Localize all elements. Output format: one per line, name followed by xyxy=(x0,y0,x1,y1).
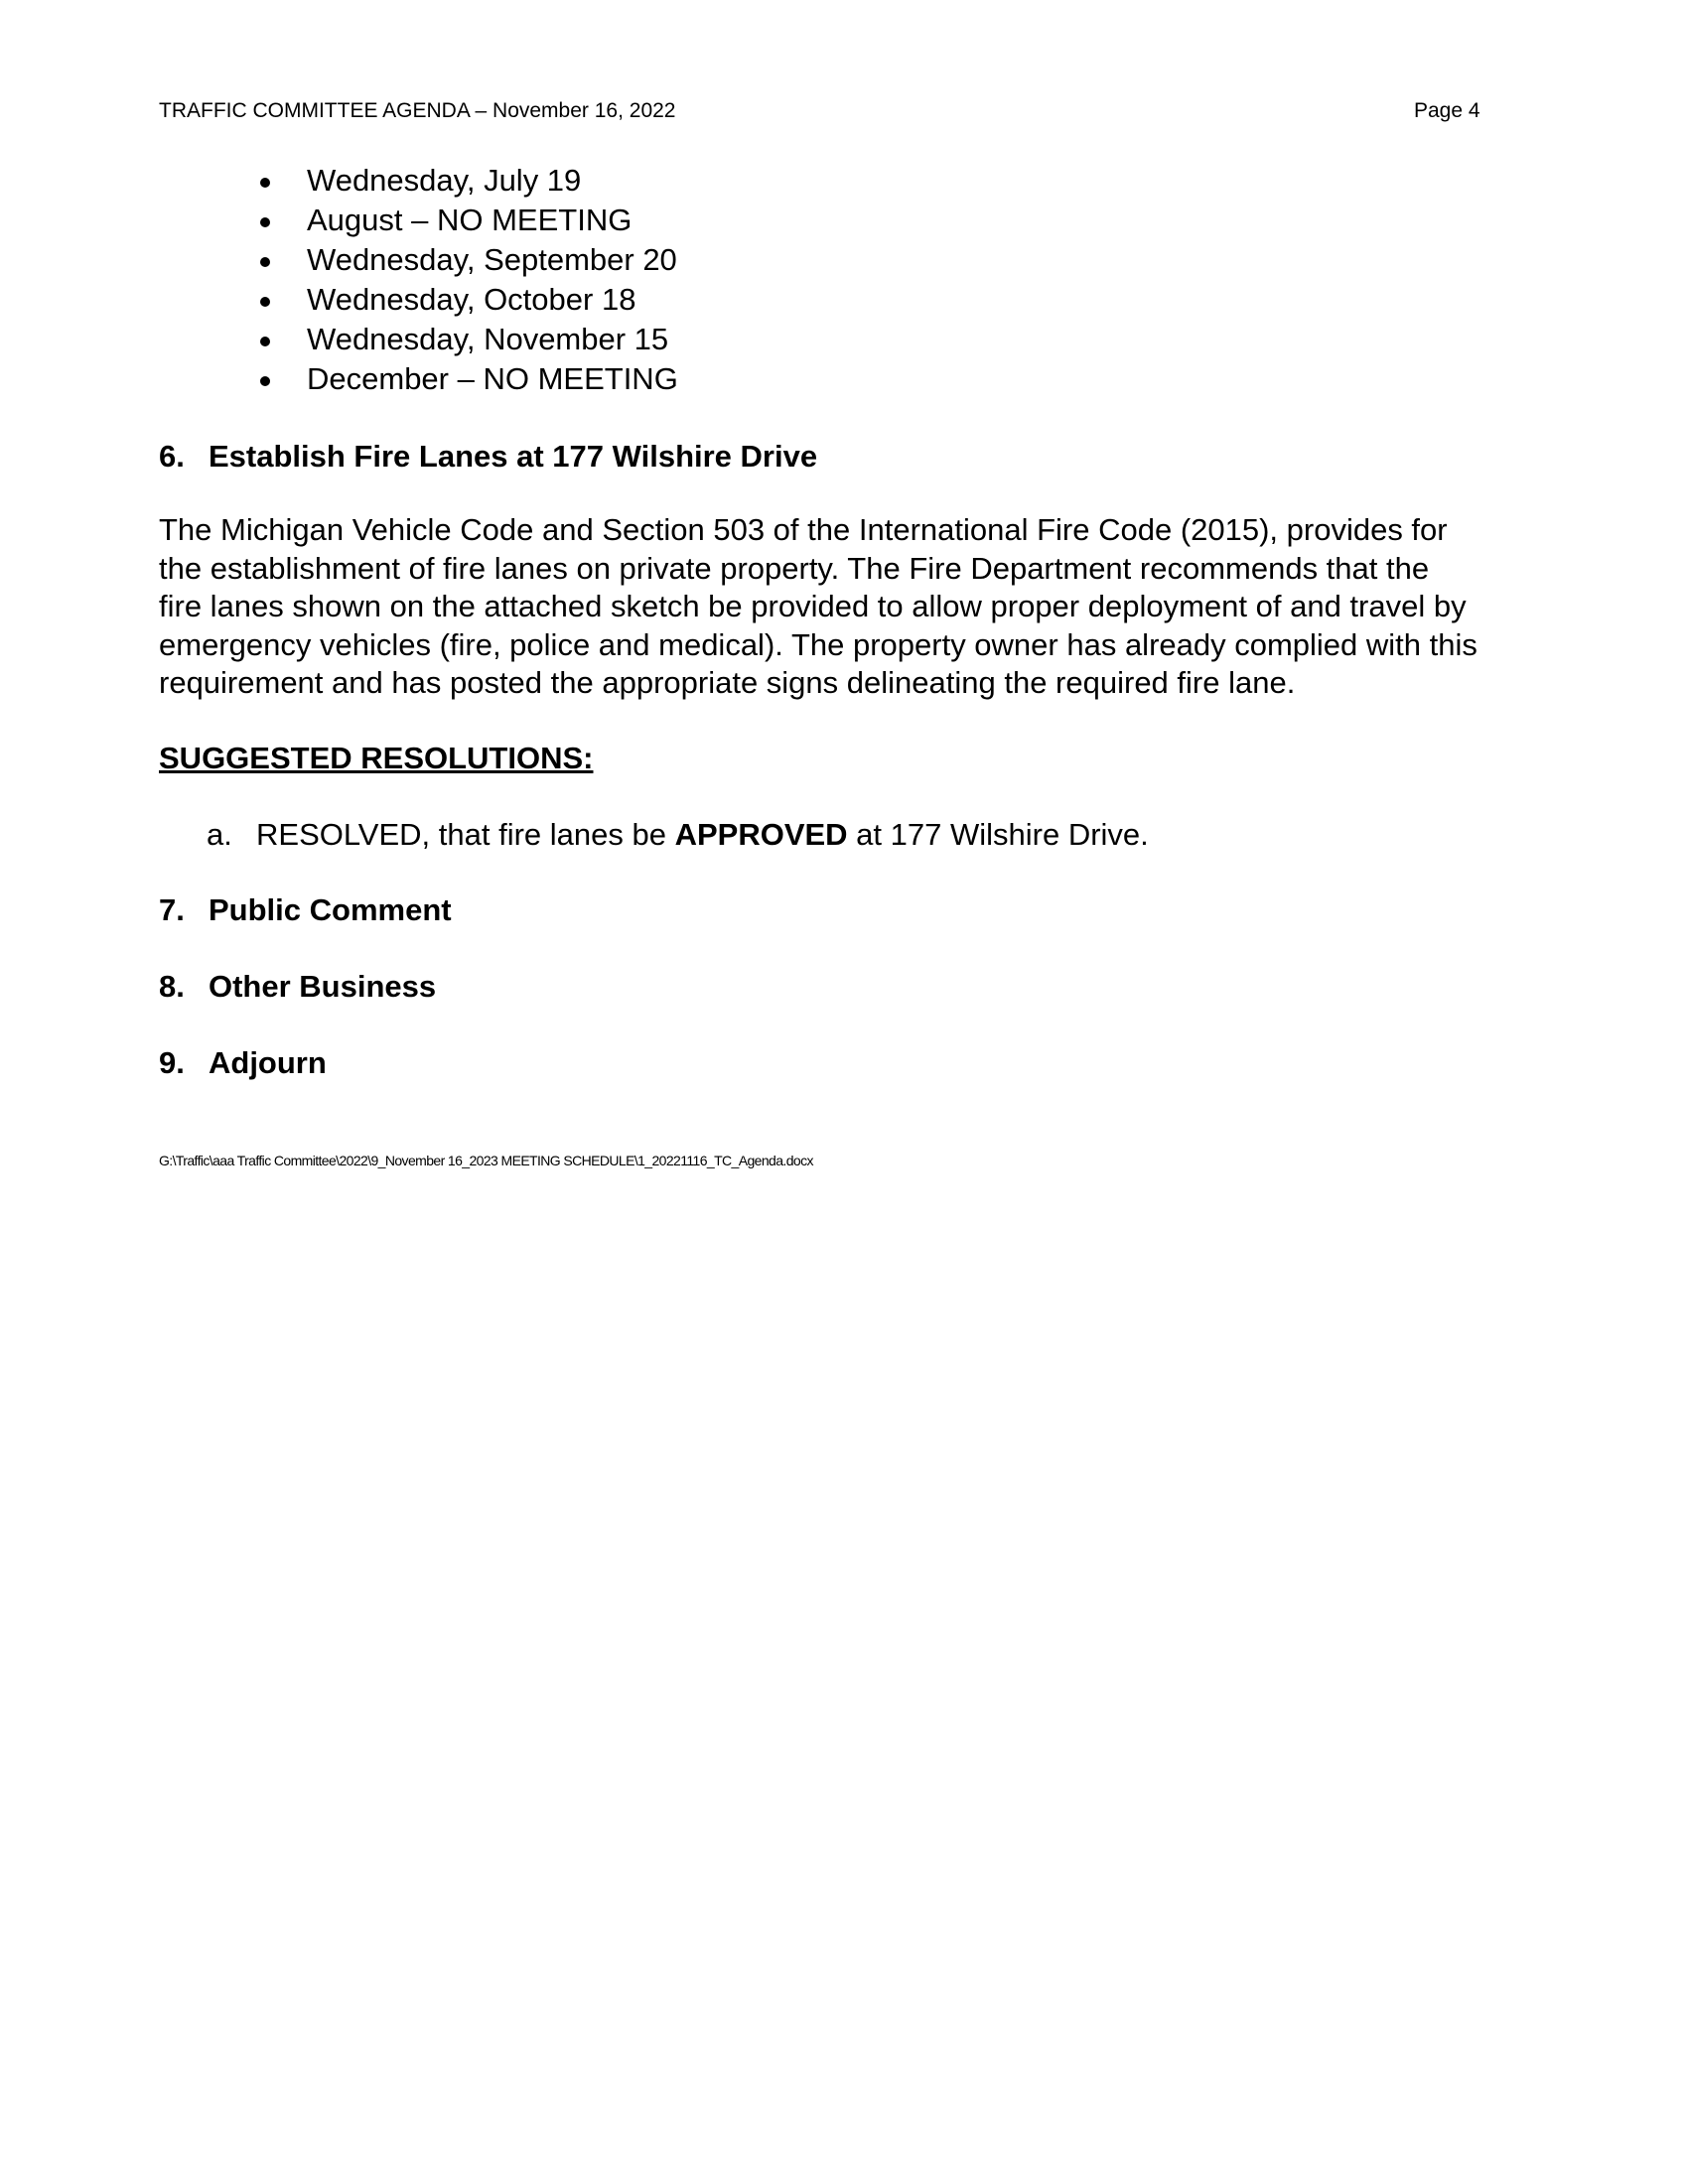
document-file-path: G:\Traffic\aaa Traffic Committee\2022\9_November 16_2023 MEETING SCHEDULE\1_20221116_TC_Agenda.docx xyxy=(159,1153,813,1168)
paragraph-line: requirement and has posted the appropriate signs delineating the required fire lane. xyxy=(159,665,1296,700)
schedule-date: Wednesday, July 19 xyxy=(307,163,582,198)
item-title: Adjourn xyxy=(209,1045,327,1080)
paragraph-line: emergency vehicles (fire, police and medical). The property owner has already complied with this xyxy=(159,626,1477,662)
item-number: 7. xyxy=(159,892,185,927)
page-number: Page 4 xyxy=(1414,99,1480,122)
paragraph-line: fire lanes shown on the attached sketch be provided to allow proper deployment of and travel by xyxy=(159,589,1467,623)
page-header-title: TRAFFIC COMMITTEE AGENDA – November 16, 2022 xyxy=(159,99,676,122)
item-title: Public Comment xyxy=(209,892,452,927)
resolution-letter: a. xyxy=(207,817,232,852)
fire-lane-description xyxy=(159,511,1524,703)
paragraph-line: the establishment of fire lanes on private property. The Fire Department recommends that the xyxy=(159,550,1430,586)
schedule-date: Wednesday, September 20 xyxy=(307,242,677,277)
resolution-suffix: at 177 Wilshire Drive. xyxy=(847,817,1149,852)
suggested-resolutions-heading: SUGGESTED RESOLUTIONS: xyxy=(159,741,594,775)
resolution-emphasis: APPROVED xyxy=(674,817,848,852)
item-title: Other Business xyxy=(209,969,437,1004)
paragraph-line: The Michigan Vehicle Code and Section 503 of the International Fire Code (2015), provides for xyxy=(159,512,1448,547)
item-number: 9. xyxy=(159,1045,185,1080)
schedule-date: August – NO MEETING xyxy=(307,203,633,237)
bullet-icon xyxy=(260,376,270,386)
schedule-date: Wednesday, November 15 xyxy=(307,322,669,356)
bullet-icon xyxy=(260,257,270,267)
resolution-prefix: RESOLVED, that fire lanes be xyxy=(256,817,675,852)
bullet-icon xyxy=(260,297,270,307)
item-title: Establish Fire Lanes at 177 Wilshire Drive xyxy=(209,439,818,474)
item-number: 6. xyxy=(159,439,185,474)
item-number: 8. xyxy=(159,969,185,1004)
schedule-date: Wednesday, October 18 xyxy=(307,282,636,317)
bullet-icon xyxy=(260,217,270,227)
bullet-icon xyxy=(260,337,270,346)
bullet-icon xyxy=(260,178,270,188)
resolution-text xyxy=(256,816,1149,854)
schedule-date: December – NO MEETING xyxy=(307,361,678,396)
